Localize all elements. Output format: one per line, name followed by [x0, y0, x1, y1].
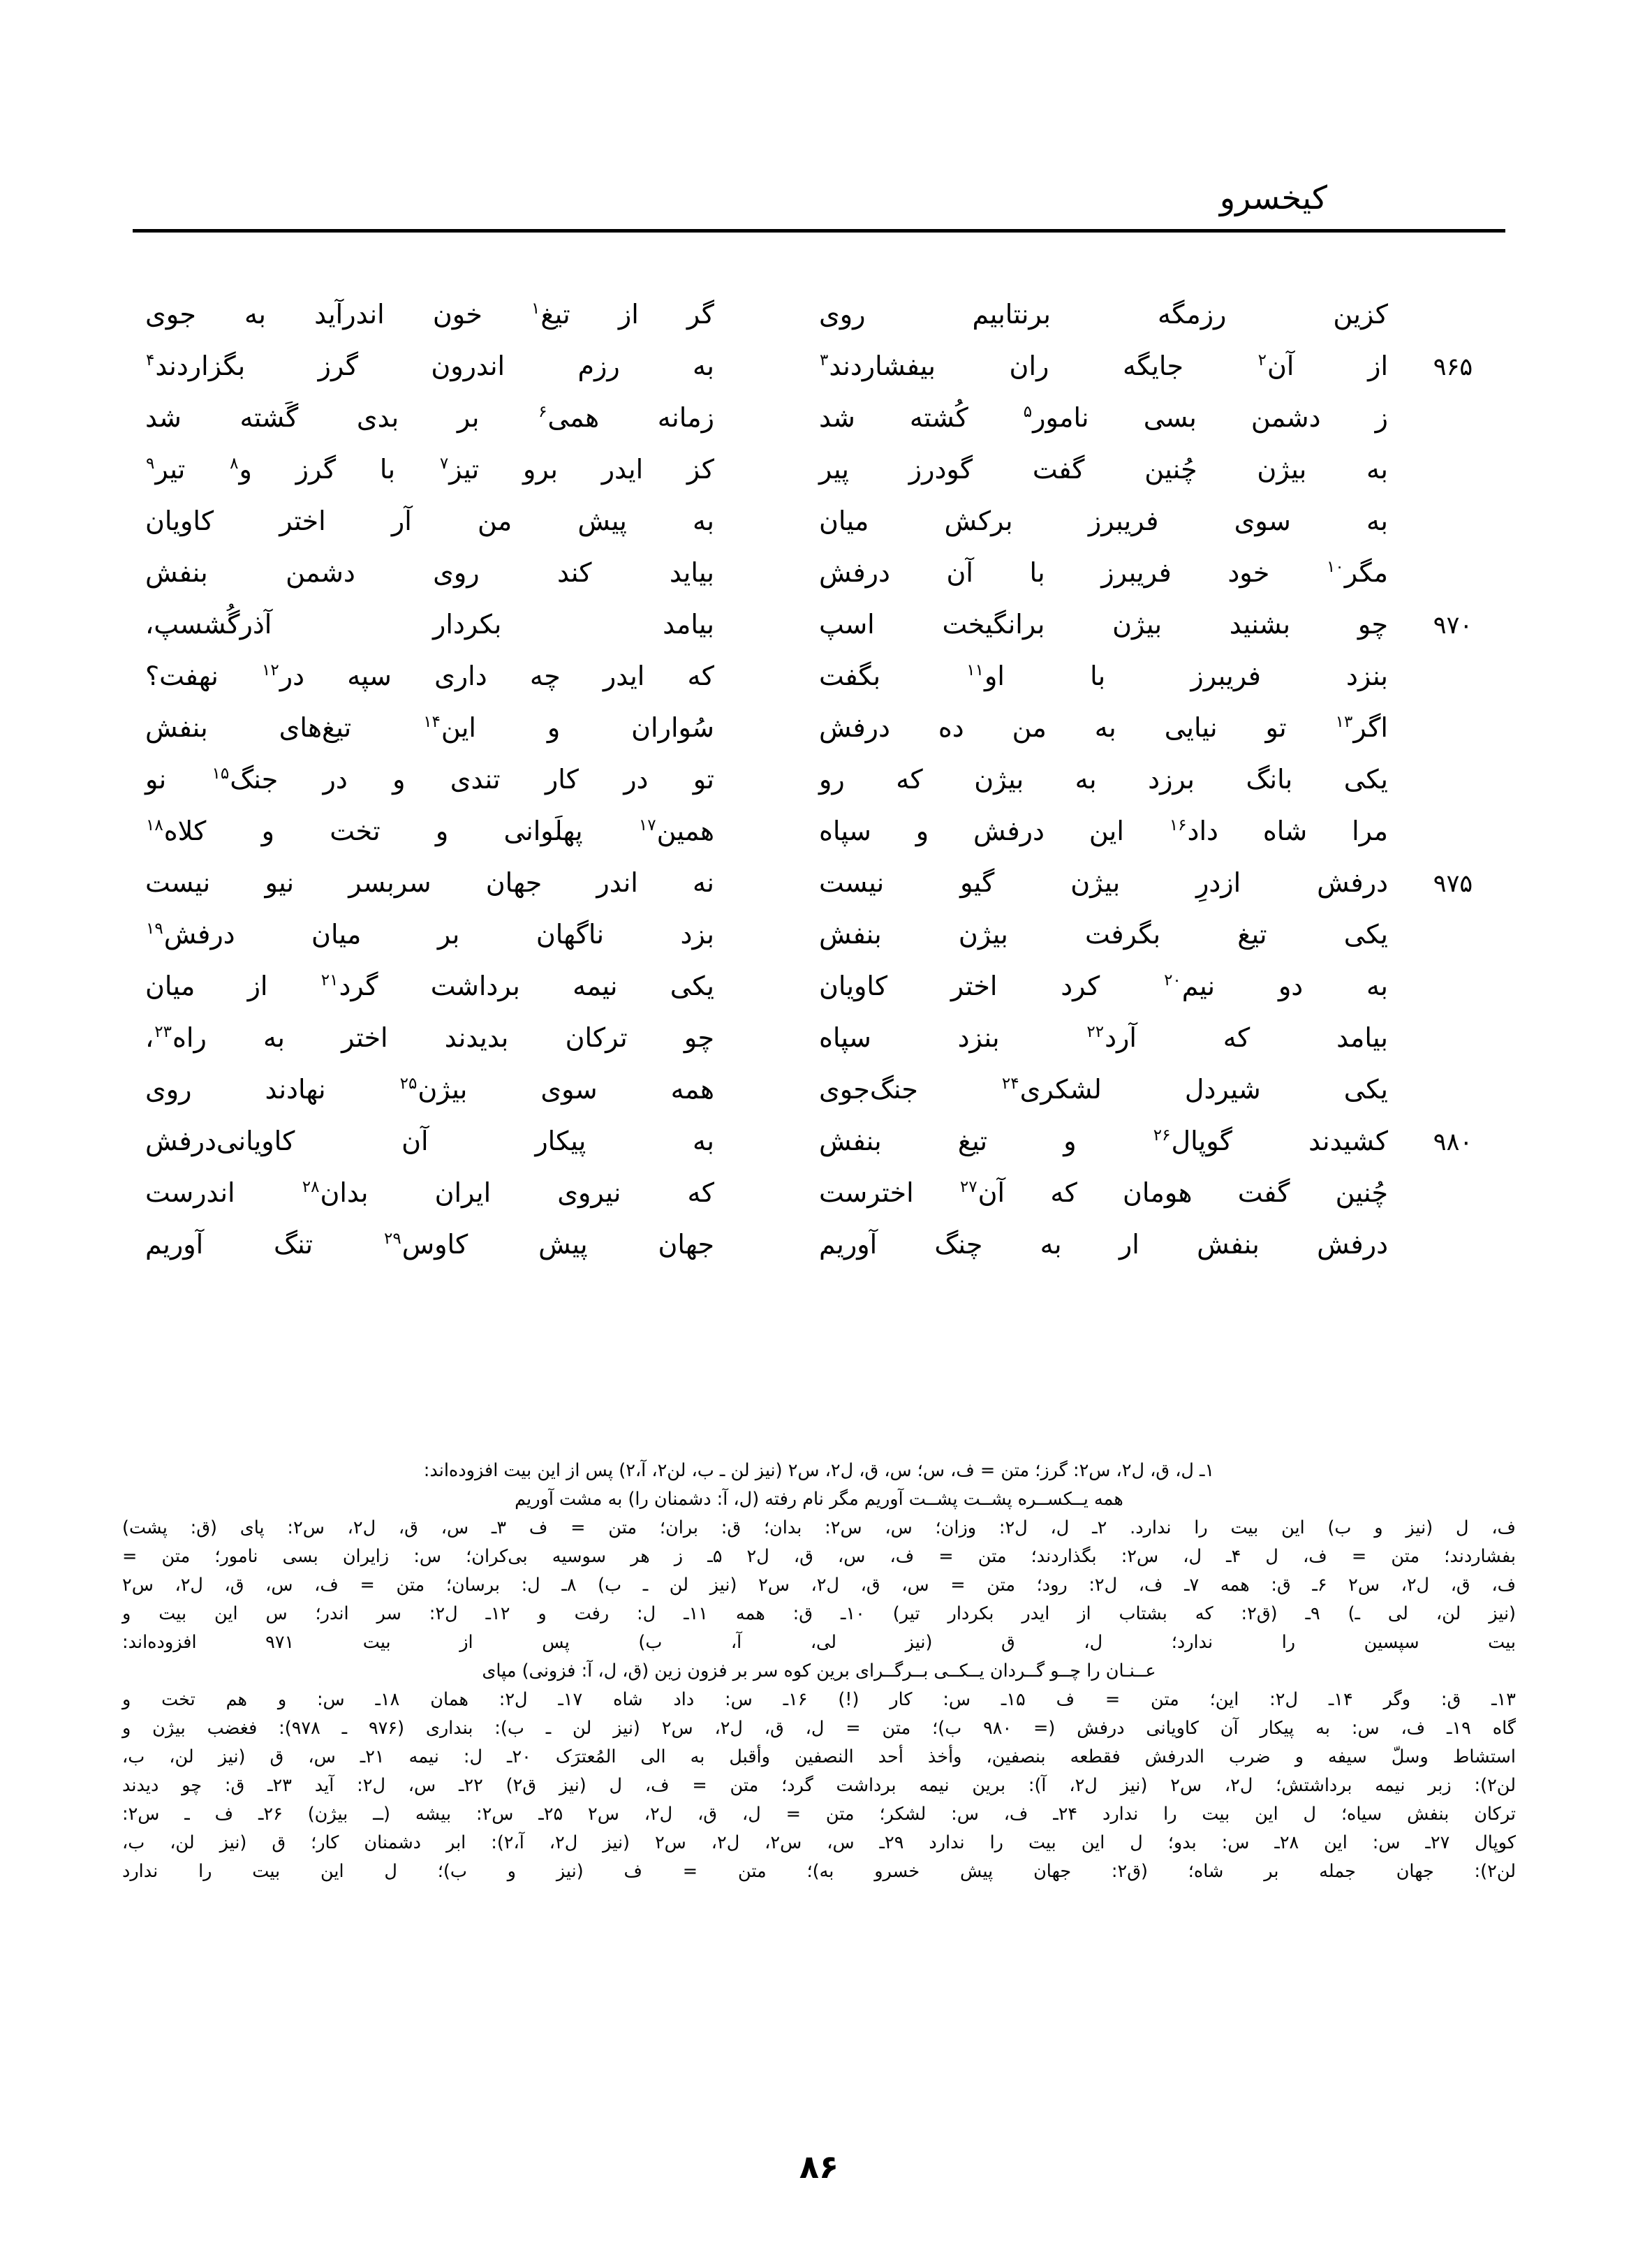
verse-line-number [1401, 445, 1505, 494]
verse-couplet [133, 910, 1505, 959]
verse-couplet [133, 1220, 1505, 1269]
footnote-marker: ۹ [146, 455, 155, 473]
hemistich-left: بزد ناگهان بر میان درفش$^{۱۹}$ [146, 919, 714, 950]
hemistich-right: یکی بانگ برزد به بیژن که رو [819, 764, 1388, 795]
apparatus-line: بیت سپسین را ندارد؛ ل، ق (نیز لی، آ، ب) پس از بیت ۹۷۱ افزوده‌اند: [122, 1632, 1517, 1653]
hemistich-right: مرا شاه داد$^{۱۶}$ این درفش و سپاه [819, 816, 1388, 846]
footnote-marker: ۲۷ [959, 1178, 977, 1197]
verse-couplet [133, 858, 1505, 907]
footnote-marker: ۲۲ [1086, 1023, 1105, 1042]
hemistich-right: به سوی فریبرز برکش میان [819, 506, 1388, 536]
footnote-marker: ۱۰ [1326, 558, 1344, 577]
apparatus-line: کوپال ۲۷ـ س: این ۲۸ـ س: بدو؛ ل این بیت را ندارد ۲۹ـ س، س۲، ل۲، س۲ (نیز ل۲، آ،۲): ابر دشمنان کار؛ ق (نیز لن، ب، [122, 1832, 1516, 1853]
apparatus-line: استشاط وسلّ سیفه و ضرب الدرفش فقطعه بنصفین، وأخذ أحد النصفین وأقبل به الی المُعترَک ۲۰ـ ل: نیمه ۲۱ـ س، ق (نیز لن، ب، [122, 1746, 1516, 1767]
hemistich-left: به پیکار آن کاویانی‌درفش [145, 1126, 714, 1156]
footnote-marker: ۱۴ [423, 713, 441, 732]
verse-body [133, 290, 1505, 1272]
hemistich-left: نه اندر جهان سربسر نیو نیست [145, 867, 714, 898]
verse-couplet [133, 496, 1505, 545]
footnote-marker: ۲۴ [1001, 1075, 1019, 1094]
verse-line-number [1401, 290, 1505, 339]
hemistich-right: ز دشمن بسی نامور$^۵$ کُشته شد [819, 402, 1388, 433]
footnote-marker: ۲۱ [320, 971, 339, 990]
verse-couplet [133, 341, 1505, 390]
verse-line-number [1401, 1065, 1505, 1114]
footnote-marker: ۱۱ [966, 661, 984, 680]
footnote-marker: ۶ [538, 403, 547, 422]
verse-couplet [133, 651, 1505, 700]
hemistich-right: بنزد فریبرز با او$^{۱۱}$ بگفت [819, 661, 1388, 691]
folio-number: ۸۶ [799, 2148, 839, 2186]
footnote-marker: ۱۸ [146, 816, 163, 835]
hemistich-right: به دو نیم$^{۲۰}$ کرد اختر کاویان [819, 971, 1389, 1001]
hemistich-right: درفش بنفش ار به چنگ آوریم [819, 1229, 1388, 1260]
apparatus-line: عــنـان را چــو گــردان یــکــی بــرگــرای برین کوه سر بر فزون زین (ق، ل، آ: فزونی) مپای [482, 1660, 1156, 1681]
footnote-marker: ۸ [230, 455, 239, 473]
hemistich-left: کز ایدر برو تیز$^۷$ با گرز و$^۸$ تیر$^۹$ [146, 454, 714, 485]
hemistich-left: همین$^{۱۷}$ پهلَوانی و تخت و کلاه$^{۱۸}$ [146, 816, 714, 846]
footnote-marker: ۲۵ [399, 1075, 418, 1094]
footnote-marker: ۱۶ [1169, 816, 1187, 835]
hemistich-left: سُواران و این$^{۱۴}$ تیغ‌های بنفش [145, 712, 714, 743]
verse-line-number [1401, 755, 1505, 804]
footnote-marker: ۱۳ [1335, 713, 1353, 732]
verse-line-number [1401, 962, 1505, 1010]
verse-line-number [1401, 393, 1505, 442]
hemistich-right: از آن$^۲$ جایگه ران بیفشاردند$^۳$ [820, 351, 1389, 381]
hemistich-right: به بیژن چُنین گفت گودرز پیر [819, 454, 1388, 485]
hemistich-right: مگر$^{۱۰}$ خود فریبرز با آن درفش [819, 557, 1388, 588]
hemistich-right: اگر$^{۱۳}$ تو نیایی به من ده درفش [819, 712, 1388, 743]
hemistich-right: یکی تیغ بگرفت بیژن بنفش [819, 919, 1388, 950]
apparatus-line: گاه ۱۹ـ ف، س: به پیکار آن کاویانی درفش (= ۹۸۰ ب)؛ متن = ل، ق، ل۲، س۲ (نیز لن ـ ب): بنداری (۹۷۶ ـ ۹۷۸): فغضب بیژن و [122, 1718, 1516, 1739]
hemistich-right: کشیدند گوپال$^{۲۶}$ و تیغ بنفش [819, 1126, 1388, 1156]
verse-couplet [133, 1065, 1505, 1114]
verse-couplet [133, 703, 1505, 752]
footnote-marker: ۲۳ [154, 1023, 172, 1042]
hemistich-right: چُنین گفت هومان که آن$^{۲۷}$ اخترست [819, 1177, 1389, 1208]
apparatus-line: لن۲): جهان جمله بر شاه؛ (ق۲: جهان پیش خسرو به)؛ متن = ف (نیز و ب)؛ ل این بیت را ندارد [122, 1861, 1516, 1882]
critical-apparatus [122, 1457, 1516, 1886]
hemistich-left: تو در کار تندی و در جنگ$^{۱۵}$ نو [145, 764, 714, 795]
hemistich-left: که نیروی ایران بدان$^{۲۸}$ اندرست [145, 1177, 714, 1208]
verse-line-number: ۹۷۰ [1433, 612, 1473, 640]
hemistich-left: بیامد بکردار آذرگُشسپ، [145, 609, 714, 640]
verse-couplet [133, 600, 1505, 649]
verse-line-number [1401, 1013, 1505, 1062]
apparatus-line: لن۲): زبر نیمه برداشتش؛ ل۲، س۲ (نیز ل۲، آ): برین نیمه برداشت گرد؛ متن = ف، ل (نیز ق۲) ۲۲ـ س، ل۲: آید ۲۳ـ ق: چو دیدند [122, 1775, 1516, 1796]
verse-couplet [133, 1168, 1505, 1217]
hemistich-left: به پیش من آر اختر کاویان [145, 506, 714, 536]
verse-line-number: ۹۸۰ [1433, 1128, 1473, 1156]
hemistich-right: بیامد که آرد$^{۲۲}$ بنزد سپاه [819, 1022, 1389, 1053]
footnote-marker: ۷ [439, 455, 449, 473]
verse-couplet [133, 807, 1505, 855]
footnote-marker: ۱۹ [146, 920, 163, 938]
footnote-marker: ۱۷ [638, 816, 656, 835]
hemistich-left: بیاید کند روی دشمن بنفش [145, 557, 714, 588]
footnote-marker: ۴ [146, 351, 155, 370]
verse-line-number [1401, 910, 1505, 959]
verse-couplet [133, 393, 1505, 442]
verse-couplet [133, 445, 1505, 494]
apparatus-line: همه یــکســره پشــت پشــت آوریم مگر نام رفته (ل، آ: دشمنان را) به مشت آوریم [515, 1489, 1123, 1510]
apparatus-line: ف، ق، ل۲، س۲ ۶ـ ق: همه ۷ـ ف، ل۲: رود؛ متن = س، ق، ل۲، س۲ (نیز لن ـ ب) ۸ـ ل: برسان؛ متن = ف، س، ق، ل۲، س۲ [122, 1575, 1517, 1596]
hemistich-right: کزین رزمگه برنتابیم روی [819, 299, 1388, 330]
apparatus-line: ۱۳ـ ق: وگر ۱۴ـ ل۲: این؛ متن = ف ۱۵ـ س: کار (!) ۱۶ـ س: داد شاه ۱۷ـ ل۲: همان ۱۸ـ س: و هم تخت و [122, 1689, 1516, 1710]
page-header [133, 179, 1505, 258]
footnote-marker: ۳ [820, 351, 829, 370]
footnote-marker: ۱۵ [212, 765, 230, 783]
footnote-marker: ۲۶ [1153, 1126, 1171, 1145]
hemistich-left: به رزم اندرون گرز بگزاردند$^۴$ [146, 351, 714, 381]
apparatus-line: ۱ـ ل، ق، ل۲، س۲: گرز؛ متن = ف، س؛ س، ق، ل۲، س۲ (نیز لن ـ ب، لن۲، آ،۲) پس از این بیت افزوده‌اند: [423, 1460, 1215, 1481]
verse-line-number [1401, 1168, 1505, 1217]
apparatus-line: ترکان بنفش سیاه؛ ل این بیت را ندارد ۲۴ـ ف، س: لشکر؛ متن = ل، ق، ل۲، س۲ ۲۵ـ س۲: بیشه (ــ بیژن) ۲۶ـ ف ـ س۲: [122, 1804, 1516, 1825]
verse-line-number [1401, 1220, 1505, 1269]
hemistich-left: جهان پیش کاوس$^{۲۹}$ تنگ آوریم [145, 1229, 715, 1260]
apparatus-line: بفشاردند؛ متن = ف، ل ۴ـ ل، س۲: بگذاردند؛ متن = ف، س، ق، ل۲ ۵ـ ز هر سوسیه بی‌کران؛ س: زایران بسی نامور؛ متن = [122, 1546, 1517, 1567]
hemistich-right: درفش ازدرِ بیژن گیو نیست [819, 867, 1388, 898]
verse-line-number: ۹۶۵ [1433, 353, 1473, 381]
verse-line-number [1401, 807, 1505, 855]
verse-couplet [133, 962, 1505, 1010]
apparatus-line: (نیز لن، لی ـ) ۹ـ (ق۲: که بشتاب از ایدر بکردار تیر) ۱۰ـ ق: همه ۱۱ـ ل: رفت و ۱۲ـ ل۲: سر اندر؛ س این بیت و [122, 1603, 1517, 1624]
verse-line-number [1401, 651, 1505, 700]
hemistich-left: یکی نیمه برداشت گرد$^{۲۱}$ از میان [145, 971, 714, 1001]
verse-line-number: ۹۷۵ [1433, 870, 1473, 898]
hemistich-left: گر از تیغ$^۱$ خون اندرآید به جوی [145, 299, 714, 330]
verse-couplet [133, 1013, 1505, 1062]
verse-couplet [133, 1117, 1505, 1165]
hemistich-left: چو ترکان بدیدند اختر به راه$^{۲۳}$، [145, 1022, 714, 1053]
footnote-marker: ۱۲ [262, 661, 279, 680]
hemistich-right: چو بشنید بیژن برانگیخت اسپ [819, 609, 1388, 640]
verse-couplet [133, 548, 1505, 597]
verse-couplet [133, 290, 1505, 339]
hemistich-left: همه سوی بیژن$^{۲۵}$ نهادند روی [145, 1074, 715, 1105]
verse-line-number [1401, 548, 1505, 597]
footnote-marker: ۲۸ [302, 1178, 320, 1197]
footnote-marker: ۲۹ [384, 1230, 401, 1249]
footnote-marker: ۱ [531, 300, 540, 318]
running-head-title: کیخسرو [1219, 179, 1327, 216]
hemistich-right: یکی شیردل لشکری$^{۲۴}$ جنگ‌جوی [819, 1074, 1388, 1105]
footnote-marker: ۲ [1257, 351, 1267, 370]
verse-couplet [133, 755, 1505, 804]
header-rule [133, 229, 1505, 233]
footnote-marker: ۲۰ [1164, 971, 1181, 990]
footnote-marker: ۵ [1023, 403, 1033, 422]
verse-line-number [1401, 703, 1505, 752]
verse-line-number [1401, 496, 1505, 545]
apparatus-line: ف، ل (نیز و ب) این بیت را ندارد. ۲ـ ل، ل۲: وزان؛ س، س۲: بدان؛ ق: بران؛ متن = ف ۳ـ س، ق، ل۲، س۲: پای (ق: پشت) [122, 1517, 1516, 1538]
hemistich-left: زمانه همی$^۶$ بر بدی گَشته شد [145, 402, 714, 433]
hemistich-left: که ایدر چه داری سپه در$^{۱۲}$ نهفت؟ [145, 661, 714, 691]
